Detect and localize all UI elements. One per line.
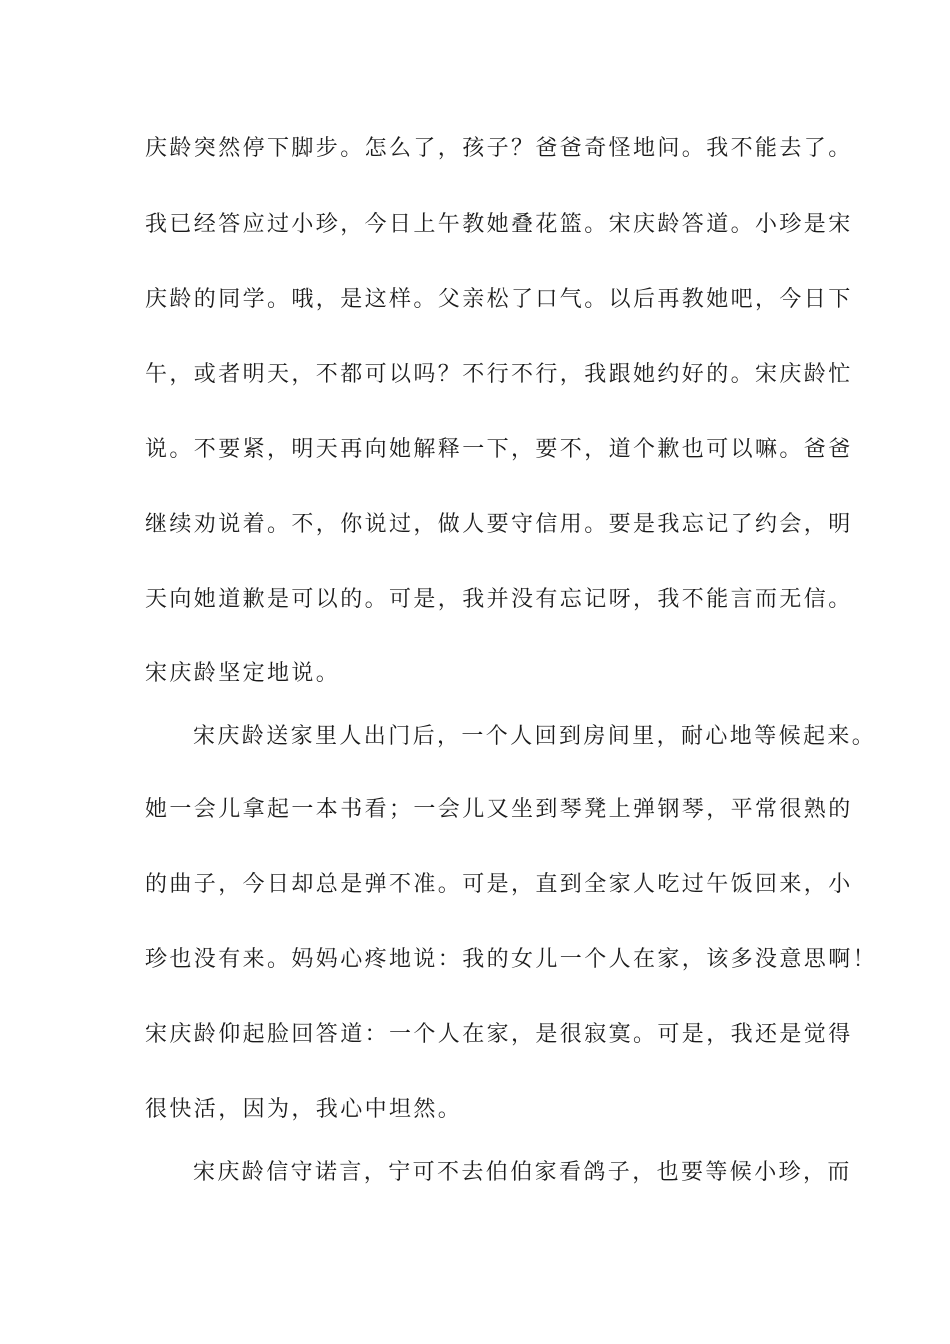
text-line: 珍也没有来。妈妈心疼地说：我的女儿一个人在家，该多没意思啊！ (145, 947, 878, 972)
text-line: 庆龄突然停下脚步。怎么了，孩子？爸爸奇怪地问。我不能去了。 (145, 136, 853, 161)
text-line: 天向她道歉是可以的。可是，我并没有忘记呀，我不能言而无信。 (145, 587, 853, 612)
text-line: 午，或者明天，不都可以吗？不行不行，我跟她约好的。宋庆龄忙 (145, 362, 853, 387)
text-line: 宋庆龄坚定地说。 (145, 661, 341, 686)
text-line: 很快活，因为，我心中坦然。 (145, 1097, 463, 1122)
text-line: 说。不要紧，明天再向她解释一下，要不，道个歉也可以嘛。爸爸 (145, 437, 853, 462)
text-line: 的曲子，今日却总是弹不准。可是，直到全家人吃过午饭回来，小 (145, 872, 853, 897)
text-line: 庆龄的同学。哦，是这样。父亲松了口气。以后再教她吧，今日下 (145, 287, 853, 312)
paragraph-start-line: 宋庆龄送家里人出门后，一个人回到房间里，耐心地等候起来。 (193, 724, 877, 749)
paragraph-start-line: 宋庆龄信守诺言，宁可不去伯伯家看鸽子，也要等候小珍，而 (193, 1160, 852, 1185)
text-line: 继续劝说着。不，你说过，做人要守信用。要是我忘记了约会，明 (145, 512, 853, 537)
text-line: 她一会儿拿起一本书看；一会儿又坐到琴凳上弹钢琴，平常很熟的 (145, 797, 853, 822)
text-line: 我已经答应过小珍，今日上午教她叠花篮。宋庆龄答道。小珍是宋 (145, 212, 853, 237)
text-line: 宋庆龄仰起脸回答道：一个人在家，是很寂寞。可是，我还是觉得 (145, 1022, 853, 1047)
